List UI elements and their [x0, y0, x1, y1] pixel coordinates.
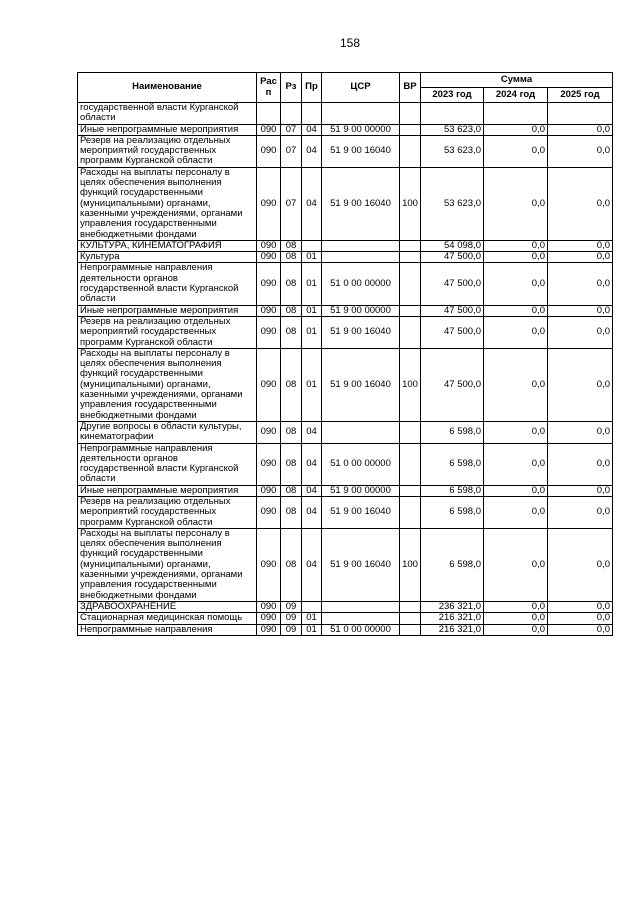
cell-2025 [548, 103, 613, 125]
table-row [78, 624, 613, 635]
cell-name: Резерв на реализацию отдельных мероприятий государственных программ Курганской области [78, 135, 257, 167]
cell-rasp: 090 [257, 167, 281, 240]
cell-2023: 53 623,0 [421, 135, 484, 167]
cell-vr [400, 305, 421, 316]
table-row [78, 240, 613, 251]
cell-vr [400, 316, 421, 348]
cell-rasp: 090 [257, 601, 281, 612]
cell-2023: 47 500,0 [421, 316, 484, 348]
cell-name: Расходы на выплаты персоналу в целях обеспечения выполнения функций государственными (муниципальными) органами, казенными учреждениями, органами управления государственными внебюджетными фондами [78, 167, 257, 240]
cell-rz: 08 [281, 240, 302, 251]
cell-csr: 51 0 00 00000 [322, 263, 400, 305]
cell-pr: 04 [302, 528, 322, 601]
cell-csr [322, 103, 400, 125]
cell-csr: 51 9 00 16040 [322, 528, 400, 601]
cell-rz: 09 [281, 601, 302, 612]
cell-csr [322, 252, 400, 263]
cell-vr: 100 [400, 528, 421, 601]
cell-csr [322, 613, 400, 624]
cell-pr: 04 [302, 167, 322, 240]
cell-name: Иные непрограммные мероприятия [78, 124, 257, 135]
cell-csr [322, 421, 400, 443]
table-row [78, 613, 613, 624]
cell-pr [302, 103, 322, 125]
cell-rasp: 090 [257, 624, 281, 635]
cell-vr [400, 613, 421, 624]
cell-2025: 0,0 [548, 124, 613, 135]
cell-name: Культура [78, 252, 257, 263]
budget-table [77, 72, 613, 636]
cell-csr [322, 240, 400, 251]
cell-name: Непрограммные направления деятельности органов государственной власти Курганской области [78, 263, 257, 305]
cell-name: Иные непрограммные мероприятия [78, 305, 257, 316]
cell-2024: 0,0 [484, 348, 548, 421]
header-csr: ЦСР [322, 73, 400, 103]
cell-pr: 01 [302, 624, 322, 635]
cell-rasp: 090 [257, 135, 281, 167]
header-2024: 2024 год [484, 88, 548, 103]
cell-vr [400, 601, 421, 612]
cell-2025: 0,0 [548, 348, 613, 421]
table-row [78, 124, 613, 135]
cell-2023 [421, 103, 484, 125]
header-rasp: Рас п [257, 73, 281, 103]
cell-vr [400, 624, 421, 635]
cell-2024: 0,0 [484, 263, 548, 305]
cell-rz: 08 [281, 496, 302, 528]
cell-2023: 47 500,0 [421, 305, 484, 316]
cell-rz: 08 [281, 528, 302, 601]
table-row [78, 305, 613, 316]
cell-2025: 0,0 [548, 443, 613, 485]
cell-name: Резерв на реализацию отдельных мероприятий государственных программ Курганской области [78, 496, 257, 528]
table-row [78, 103, 613, 125]
cell-vr: 100 [400, 167, 421, 240]
cell-2023: 54 098,0 [421, 240, 484, 251]
cell-2023: 6 598,0 [421, 496, 484, 528]
cell-2025: 0,0 [548, 305, 613, 316]
cell-rasp: 090 [257, 305, 281, 316]
cell-name: Резерв на реализацию отдельных мероприятий государственных программ Курганской области [78, 316, 257, 348]
cell-2024: 0,0 [484, 305, 548, 316]
cell-csr: 51 0 00 00000 [322, 624, 400, 635]
table-header [78, 73, 613, 103]
cell-2025: 0,0 [548, 601, 613, 612]
cell-rasp: 090 [257, 613, 281, 624]
cell-rz: 08 [281, 485, 302, 496]
cell-csr: 51 9 00 00000 [322, 305, 400, 316]
cell-2023: 47 500,0 [421, 252, 484, 263]
cell-csr: 51 9 00 16040 [322, 167, 400, 240]
cell-2024: 0,0 [484, 443, 548, 485]
cell-2024: 0,0 [484, 124, 548, 135]
cell-rasp: 090 [257, 124, 281, 135]
cell-rz: 08 [281, 421, 302, 443]
cell-name: Стационарная медицинская помощь [78, 613, 257, 624]
cell-name: ЗДРАВООХРАНЕНИЕ [78, 601, 257, 612]
cell-name: КУЛЬТУРА, КИНЕМАТОГРАФИЯ [78, 240, 257, 251]
cell-pr: 04 [302, 496, 322, 528]
cell-2023: 47 500,0 [421, 348, 484, 421]
cell-2023: 53 623,0 [421, 167, 484, 240]
cell-rz: 08 [281, 443, 302, 485]
cell-2024: 0,0 [484, 528, 548, 601]
cell-rz: 09 [281, 624, 302, 635]
cell-rz [281, 103, 302, 125]
cell-2023: 6 598,0 [421, 421, 484, 443]
cell-2024: 0,0 [484, 240, 548, 251]
cell-vr [400, 421, 421, 443]
cell-pr: 04 [302, 485, 322, 496]
cell-csr: 51 9 00 00000 [322, 485, 400, 496]
table-row [78, 528, 613, 601]
cell-rz: 08 [281, 252, 302, 263]
header-name: Наименование [78, 73, 257, 103]
cell-rasp: 090 [257, 443, 281, 485]
cell-pr: 04 [302, 443, 322, 485]
cell-2025: 0,0 [548, 496, 613, 528]
cell-2023: 236 321,0 [421, 601, 484, 612]
cell-rz: 08 [281, 305, 302, 316]
cell-vr [400, 240, 421, 251]
table-row [78, 348, 613, 421]
cell-vr [400, 263, 421, 305]
cell-rz: 08 [281, 316, 302, 348]
cell-2023: 47 500,0 [421, 263, 484, 305]
cell-pr [302, 601, 322, 612]
cell-rz: 07 [281, 135, 302, 167]
cell-csr: 51 9 00 16040 [322, 316, 400, 348]
cell-2024: 0,0 [484, 624, 548, 635]
cell-name: Непрограммные направления [78, 624, 257, 635]
cell-rasp: 090 [257, 252, 281, 263]
cell-vr: 100 [400, 348, 421, 421]
table-row [78, 263, 613, 305]
cell-name: Непрограммные направления деятельности органов государственной власти Курганской области [78, 443, 257, 485]
cell-2023: 53 623,0 [421, 124, 484, 135]
cell-2023: 6 598,0 [421, 528, 484, 601]
cell-vr [400, 135, 421, 167]
cell-2025: 0,0 [548, 421, 613, 443]
table-row [78, 485, 613, 496]
cell-2023: 216 321,0 [421, 624, 484, 635]
cell-2025: 0,0 [548, 316, 613, 348]
cell-name: Расходы на выплаты персоналу в целях обеспечения выполнения функций государственными (муниципальными) органами, казенными учреждениями, органами управления государственными внебюджетными фондами [78, 348, 257, 421]
cell-2024: 0,0 [484, 316, 548, 348]
cell-2025: 0,0 [548, 167, 613, 240]
header-2025: 2025 год [548, 88, 613, 103]
cell-rasp: 090 [257, 316, 281, 348]
cell-csr: 51 0 00 00000 [322, 443, 400, 485]
cell-vr [400, 103, 421, 125]
cell-rz: 08 [281, 263, 302, 305]
cell-2025: 0,0 [548, 528, 613, 601]
table-row [78, 496, 613, 528]
cell-rasp: 090 [257, 263, 281, 305]
header-pr: Пр [302, 73, 322, 103]
cell-name: Расходы на выплаты персоналу в целях обеспечения выполнения функций государственными (муниципальными) органами, казенными учреждениями, органами управления государственными внебюджетными фондами [78, 528, 257, 601]
cell-rz: 07 [281, 167, 302, 240]
cell-vr [400, 485, 421, 496]
cell-rasp [257, 103, 281, 125]
cell-csr: 51 9 00 00000 [322, 124, 400, 135]
cell-pr: 01 [302, 316, 322, 348]
cell-rz: 08 [281, 348, 302, 421]
cell-rz: 07 [281, 124, 302, 135]
table-body [78, 103, 613, 636]
cell-rasp: 090 [257, 348, 281, 421]
cell-2024: 0,0 [484, 485, 548, 496]
cell-csr: 51 9 00 16040 [322, 135, 400, 167]
table-row [78, 316, 613, 348]
cell-2024: 0,0 [484, 135, 548, 167]
cell-2025: 0,0 [548, 252, 613, 263]
cell-csr: 51 9 00 16040 [322, 348, 400, 421]
cell-2023: 216 321,0 [421, 613, 484, 624]
cell-pr: 01 [302, 305, 322, 316]
cell-rasp: 090 [257, 240, 281, 251]
cell-2025: 0,0 [548, 135, 613, 167]
cell-pr: 04 [302, 421, 322, 443]
cell-csr [322, 601, 400, 612]
cell-pr: 01 [302, 613, 322, 624]
table-row [78, 443, 613, 485]
cell-csr: 51 9 00 16040 [322, 496, 400, 528]
page-number: 158 [339, 36, 361, 50]
cell-2025: 0,0 [548, 613, 613, 624]
cell-2023: 6 598,0 [421, 443, 484, 485]
cell-2024: 0,0 [484, 496, 548, 528]
cell-2024: 0,0 [484, 601, 548, 612]
table-row [78, 601, 613, 612]
cell-vr [400, 124, 421, 135]
cell-2025: 0,0 [548, 240, 613, 251]
cell-2024: 0,0 [484, 167, 548, 240]
cell-2025: 0,0 [548, 624, 613, 635]
cell-pr: 01 [302, 348, 322, 421]
cell-pr: 04 [302, 124, 322, 135]
cell-2024: 0,0 [484, 421, 548, 443]
cell-2024 [484, 103, 548, 125]
header-sum: Сумма [421, 73, 613, 88]
table-row [78, 135, 613, 167]
cell-rz: 09 [281, 613, 302, 624]
cell-rasp: 090 [257, 528, 281, 601]
cell-rasp: 090 [257, 496, 281, 528]
cell-rasp: 090 [257, 421, 281, 443]
cell-pr [302, 240, 322, 251]
table-row [78, 252, 613, 263]
cell-pr: 01 [302, 263, 322, 305]
header-rz: Рз [281, 73, 302, 103]
cell-2025: 0,0 [548, 263, 613, 305]
cell-vr [400, 496, 421, 528]
table-row [78, 421, 613, 443]
cell-vr [400, 252, 421, 263]
cell-vr [400, 443, 421, 485]
cell-name: Иные непрограммные мероприятия [78, 485, 257, 496]
table-row [78, 167, 613, 240]
cell-2024: 0,0 [484, 252, 548, 263]
cell-2023: 6 598,0 [421, 485, 484, 496]
cell-pr: 04 [302, 135, 322, 167]
cell-2024: 0,0 [484, 613, 548, 624]
cell-pr: 01 [302, 252, 322, 263]
cell-2025: 0,0 [548, 485, 613, 496]
cell-name: Другие вопросы в области культуры, кинематографии [78, 421, 257, 443]
header-2023: 2023 год [421, 88, 484, 103]
cell-name: государственной власти Курганской области [78, 103, 257, 125]
header-vr: ВР [400, 73, 421, 103]
cell-rasp: 090 [257, 485, 281, 496]
